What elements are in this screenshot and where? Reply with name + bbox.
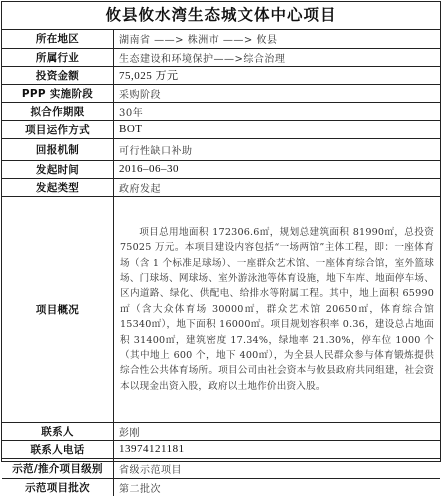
industry-label: 所属行业: [2, 48, 114, 66]
ppp-stage-value: 采购阶段: [114, 84, 441, 102]
return-value: 可行性缺口补助: [114, 138, 441, 160]
launch-type-label: 发起类型: [2, 178, 114, 196]
launch-date-value: 2016–06–30: [114, 160, 441, 178]
phone-value: 13974121181: [114, 440, 441, 458]
table-row: [2, 478, 440, 496]
table-row: [2, 196, 440, 422]
table-row: [2, 84, 440, 102]
phone-label: 联系人电话: [2, 440, 114, 458]
launch-type-value: 政府发起: [114, 178, 441, 196]
table-row: [2, 458, 440, 478]
launch-date-label: 发起时间: [2, 160, 114, 178]
term-label: 拟合作期限: [2, 102, 114, 120]
table-row: [2, 160, 440, 178]
operation-label: 项目运作方式: [2, 120, 114, 138]
industry-value: 生态建设和环境保护——>综合治理: [114, 48, 441, 66]
project-info-table: [2, 30, 440, 496]
investment-value: 75,025 万元: [114, 66, 441, 84]
table-row: [2, 138, 440, 160]
demo-batch-label: 示范项目批次: [2, 478, 114, 496]
page-title: 攸县攸水湾生态城文体中心项目: [2, 2, 440, 30]
table-row: [2, 66, 440, 84]
project-info-sheet: [1, 1, 441, 495]
term-value: 30年: [114, 102, 441, 120]
ppp-stage-label: PPP 实施阶段: [2, 84, 114, 102]
demo-level-label: 示范/推介项目级别: [2, 458, 114, 478]
table-row: [2, 48, 440, 66]
investment-label: 投资金额: [2, 66, 114, 84]
operation-value: BOT: [114, 120, 441, 138]
region-label: 所在地区: [2, 30, 114, 48]
region-value: 湖南省 ——> 株洲市 ——> 攸县: [114, 30, 441, 48]
overview-text: 项目总用地面积 172306.6㎡，规划总建筑面积 81990㎡，总投资 75025 万元。本项目建设内容包括“一场两馆”主体工程，即：一座体育场（含 1 个标准足球场）、一座群众艺术馆、一座体育综合馆，室外篮球场、门球场、网球场、室外游泳池等体育设施，地下车库、地面停车场、区内道路、绿化、供配电、给排水等附属工程。其中，地上面积 65990㎡（含大众体育场 30000㎡，群众艺术馆 20650㎡，体育综合馆 15340㎡），地下面积 16000㎡。项目规划容积率 0.36，建设总占地面积 31400㎡，建筑密度 17.34%，绿地率 21.30%，停车位 1000 个（其中地上 600 个，地下 400㎡），为全县人民群众参与体育锻炼提供综合性公共体育场所。项目公司由社会资本与攸县政府共同组建，社会资本以现金出资入股，政府以土地作价出资入股。: [114, 196, 441, 422]
table-row: [2, 30, 440, 48]
table-row: [2, 102, 440, 120]
table-row: [2, 422, 440, 440]
table-row: [2, 120, 440, 138]
demo-batch-value: 第二批次: [119, 483, 161, 495]
table-row: [2, 178, 440, 196]
table-row: [2, 440, 440, 458]
return-label: 回报机制: [2, 138, 114, 160]
overview-label: 项目概况: [2, 196, 114, 422]
contact-value: 彭刚: [114, 422, 441, 440]
contact-label: 联系人: [2, 422, 114, 440]
demo-level-value: 省级示范项目: [114, 458, 441, 478]
